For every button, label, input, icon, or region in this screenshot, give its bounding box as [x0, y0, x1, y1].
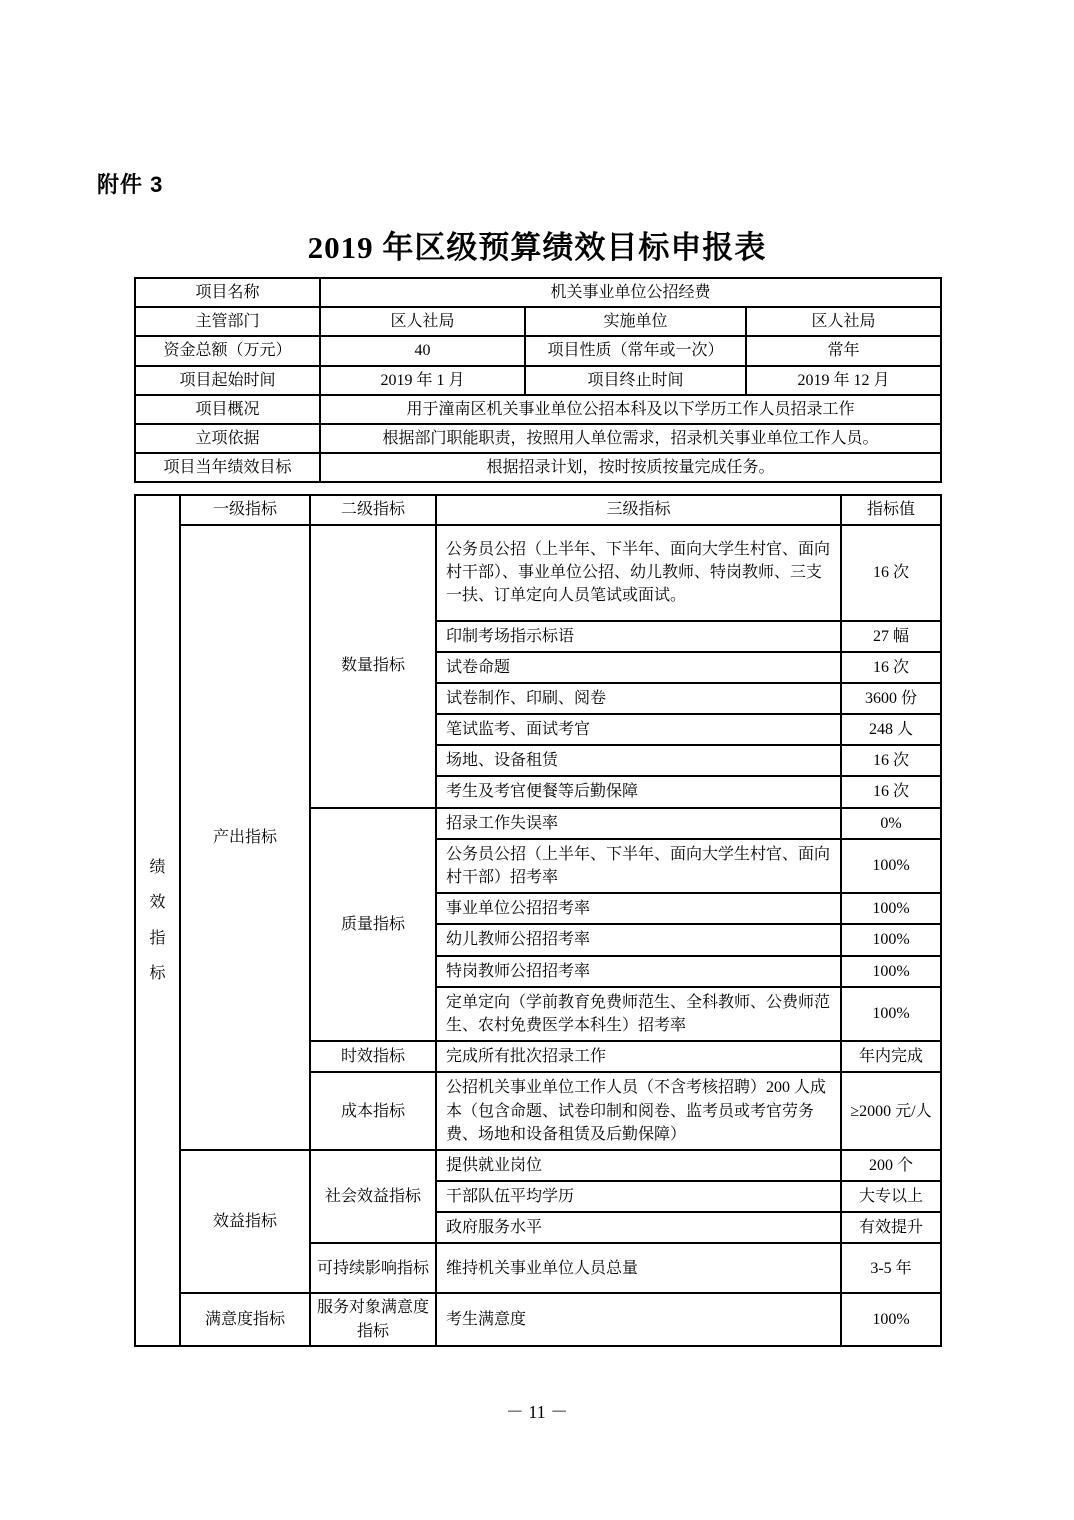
performance-indicator-vertical-label: 绩效指标 [149, 859, 166, 982]
value-cell: 100% [841, 987, 941, 1041]
value-cell: 0% [841, 808, 941, 839]
annual-target-value: 根据招录计划，按时按质按量完成任务。 [320, 453, 941, 482]
level3-cell: 试卷制作、印刷、阅卷 [436, 683, 841, 714]
value-cell: 100% [841, 956, 941, 987]
level2-cell: 可持续影响指标 [310, 1243, 436, 1293]
impl-unit-value: 区人社局 [746, 307, 941, 336]
table-row [135, 395, 941, 424]
value-cell: 27 幅 [841, 621, 941, 652]
header-level2: 二级指标 [310, 495, 436, 524]
level3-cell: 事业单位公招招考率 [436, 893, 841, 924]
level3-cell: 干部队伍平均学历 [436, 1181, 841, 1212]
level2-cell: 数量指标 [310, 525, 436, 808]
performance-indicator-group-cell [135, 495, 180, 1346]
dept-value: 区人社局 [320, 307, 525, 336]
value-cell: 16 次 [841, 652, 941, 683]
level2-cell: 成本指标 [310, 1072, 436, 1150]
value-cell: 3600 份 [841, 683, 941, 714]
level3-cell: 考生满意度 [436, 1293, 841, 1345]
page-number: － 11 － [505, 1402, 569, 1422]
value-cell: 16 次 [841, 525, 941, 621]
start-date-label: 项目起始时间 [135, 366, 320, 395]
dept-label: 主管部门 [135, 307, 320, 336]
level3-cell: 考生及考官便餐等后勤保障 [436, 776, 841, 807]
level3-cell: 维持机关事业单位人员总量 [436, 1243, 841, 1293]
end-date-label: 项目终止时间 [525, 366, 746, 395]
table-header-row [135, 495, 941, 524]
table-row [135, 525, 941, 621]
level3-cell: 提供就业岗位 [436, 1150, 841, 1181]
performance-indicator-table [134, 494, 942, 1347]
level3-cell: 笔试监考、面试考官 [436, 714, 841, 745]
value-cell: 200 个 [841, 1150, 941, 1181]
header-level1: 一级指标 [180, 495, 310, 524]
tables-container [134, 277, 940, 1347]
nature-value: 常年 [746, 336, 941, 365]
level2-cell: 服务对象满意度指标 [310, 1293, 436, 1345]
project-name-value: 机关事业单位公招经费 [320, 278, 941, 307]
project-info-table [134, 277, 942, 483]
value-cell: ≥2000 元/人 [841, 1072, 941, 1150]
value-cell: 100% [841, 924, 941, 955]
table-row [135, 1150, 941, 1181]
value-cell: 100% [841, 839, 941, 893]
table-row [135, 366, 941, 395]
level3-cell: 政府服务水平 [436, 1212, 841, 1243]
header-level3: 三级指标 [436, 495, 841, 524]
project-name-label: 项目名称 [135, 278, 320, 307]
annual-target-label: 项目当年绩效目标 [135, 453, 320, 482]
value-cell: 3-5 年 [841, 1243, 941, 1293]
value-cell: 248 人 [841, 714, 941, 745]
fund-label: 资金总额（万元） [135, 336, 320, 365]
table-row [135, 278, 941, 307]
level3-cell: 公招机关事业单位工作人员（不含考核招聘）200 人成本（包含命题、试卷印制和阅卷、监考员或考官劳务费、场地和设备租赁及后勤保障） [436, 1072, 841, 1150]
table-row [135, 1293, 941, 1345]
level3-cell: 印制考场指示标语 [436, 621, 841, 652]
level1-cell: 效益指标 [180, 1150, 310, 1294]
nature-label: 项目性质（常年或一次） [525, 336, 746, 365]
level2-cell: 社会效益指标 [310, 1150, 436, 1244]
value-cell: 大专以上 [841, 1181, 941, 1212]
level3-cell: 幼儿教师公招招考率 [436, 924, 841, 955]
overview-value: 用于潼南区机关事业单位公招本科及以下学历工作人员招录工作 [320, 395, 941, 424]
level3-cell: 试卷命题 [436, 652, 841, 683]
start-date-value: 2019 年 1 月 [320, 366, 525, 395]
level3-cell: 招录工作失误率 [436, 808, 841, 839]
level3-cell: 场地、设备租赁 [436, 745, 841, 776]
basis-label: 立项依据 [135, 424, 320, 453]
value-cell: 16 次 [841, 776, 941, 807]
fund-value: 40 [320, 336, 525, 365]
level1-cell: 产出指标 [180, 525, 310, 1150]
level1-cell: 满意度指标 [180, 1293, 310, 1345]
level2-cell: 质量指标 [310, 808, 436, 1042]
value-cell: 年内完成 [841, 1041, 941, 1072]
value-cell: 100% [841, 893, 941, 924]
end-date-value: 2019 年 12 月 [746, 366, 941, 395]
overview-label: 项目概况 [135, 395, 320, 424]
table-row [135, 307, 941, 336]
value-cell: 有效提升 [841, 1212, 941, 1243]
page-title: 2019 年区级预算绩效目标申报表 [307, 230, 767, 265]
level3-cell: 特岗教师公招招考率 [436, 956, 841, 987]
attachment-label: 附件 3 [97, 172, 164, 197]
level3-cell: 公务员公招（上半年、下半年、面向大学生村官、面向村干部）、事业单位公招、幼儿教师、特岗教师、三支一扶、订单定向人员笔试或面试。 [436, 525, 841, 621]
value-cell: 16 次 [841, 745, 941, 776]
level3-cell: 公务员公招（上半年、下半年、面向大学生村官、面向村干部）招考率 [436, 839, 841, 893]
level3-cell: 完成所有批次招录工作 [436, 1041, 841, 1072]
table-row [135, 336, 941, 365]
level2-cell: 时效指标 [310, 1041, 436, 1072]
basis-value: 根据部门职能职责，按照用人单位需求，招录机关事业单位工作人员。 [320, 424, 941, 453]
value-cell: 100% [841, 1293, 941, 1345]
table-row [135, 453, 941, 482]
header-value: 指标值 [841, 495, 941, 524]
level3-cell: 定单定向（学前教育免费师范生、全科教师、公费师范生、农村免费医学本科生）招考率 [436, 987, 841, 1041]
table-row [135, 424, 941, 453]
impl-unit-label: 实施单位 [525, 307, 746, 336]
